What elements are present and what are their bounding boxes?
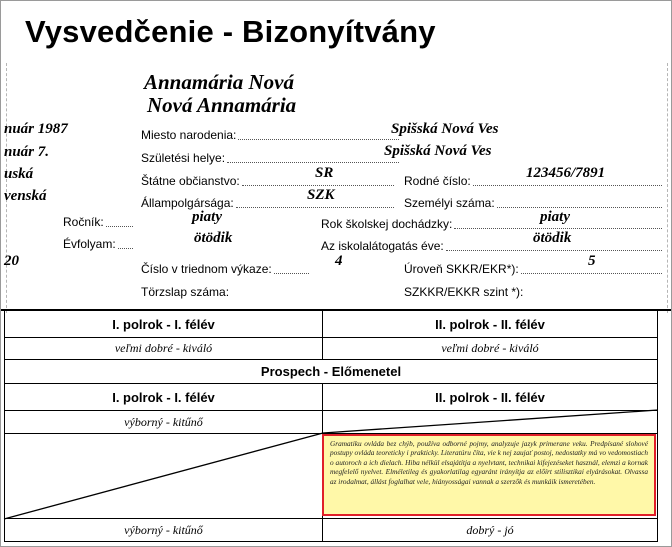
cislo-vykaze-value: 4: [335, 253, 343, 269]
grade-row-3-term-2: dobrý - jó: [322, 518, 658, 542]
allampolgarsaga-value: SZK: [307, 187, 335, 203]
birth-number-value: 123456/7891: [526, 165, 606, 181]
section-title-prospech: Prospech - Előmenetel: [4, 359, 658, 384]
citizenship-label: Štátne občianstvo:: [141, 174, 240, 188]
strike-line-row-1: [323, 410, 658, 433]
rocnik-label: Ročník:: [63, 215, 104, 229]
allampolgarsaga-label: Állampolgársága:: [141, 196, 234, 210]
evfolyam-value: ötödik: [194, 230, 233, 246]
class-number: 20: [4, 253, 19, 269]
iskolalatogatas-label: Az iskolalátogatás éve:: [321, 239, 444, 253]
uroven-value: 5: [588, 253, 596, 269]
place-of-birth-label: Miesto narodenia:: [141, 128, 237, 142]
citizenship-value: SR: [315, 165, 334, 181]
szuletesi-helye-label: Születési helye:: [141, 151, 226, 165]
strike-line-row-2: [4, 433, 323, 519]
grades-header-term-2: II. polrok - II. félév: [322, 383, 658, 411]
grade-row-1-term-1: výborný - kitűnő: [4, 410, 323, 434]
iskolalatogatas-value: ötödik: [533, 230, 572, 246]
evaluation-text-box[interactable]: Gramatiku ovláda bez chýb, používa odborné pojmy, analyzuje jazyk primerane veku. Predpísané slohové postupy ovláda teoreticky i prakticky. Literatúru číta, vie k nej zaujať postoj, nedostatky má vo vedomostiach o autoroch a ich dielach. Hiba nélkül elsajátítja a nyelvtant, technikai kifejezéseket használ, elemzi a kornak megfelelő nyelvet. Elméletileg és gyakorlatilag egyaránt irányítja az előírt stilisztikai elyárásokat. Olvassa az irodalmat, állást foglalhat vele, hiányosságai vannak a szerzők és munkáik ismeretében.: [322, 434, 656, 516]
rok-dochadzky-label: Rok školskej dochádzky:: [321, 217, 453, 231]
torzslap-label: Törzslap száma:: [141, 285, 230, 299]
grade-row-3-term-1: výborný - kitűnő: [4, 518, 323, 542]
birth-date-hungarian: nuár 7.: [4, 144, 50, 160]
uroven-label: Úroveň SKKR/EKR*):: [404, 262, 519, 276]
birth-date-slovak: nuár 1987: [4, 121, 68, 137]
nationality-slovak: uská: [4, 166, 34, 182]
page-title: Vysvedčenie - Bizonyítvány: [25, 14, 436, 49]
rocnik-value: piaty: [192, 209, 222, 225]
student-name-hungarian: Nová Annamária: [147, 93, 297, 117]
conduct-header-term-1: I. polrok - I. félév: [4, 310, 323, 338]
evfolyam-label: Évfolyam:: [63, 237, 116, 251]
rok-dochadzky-value: piaty: [540, 209, 570, 225]
conduct-value-term-1: veľmi dobré - kiváló: [4, 337, 323, 360]
grades-header-term-1: I. polrok - I. félév: [4, 383, 323, 411]
szemelyi-szama-label: Személyi száma:: [404, 196, 495, 210]
birth-number-label: Rodné číslo:: [404, 174, 471, 188]
place-of-birth-value: Spišská Nová Ves: [391, 121, 499, 137]
szkkr-label: SZKKR/EKKR szint *):: [404, 285, 524, 299]
cislo-vykaze-label: Číslo v triednom výkaze:: [141, 262, 272, 276]
student-name-slovak: Annamária Nová: [144, 70, 294, 94]
conduct-value-term-2: veľmi dobré - kiváló: [322, 337, 658, 360]
nationality-hungarian: venská: [4, 188, 47, 204]
szuletesi-helye-value: Spišská Nová Ves: [384, 143, 492, 159]
conduct-header-term-2: II. polrok - II. félév: [322, 310, 658, 338]
